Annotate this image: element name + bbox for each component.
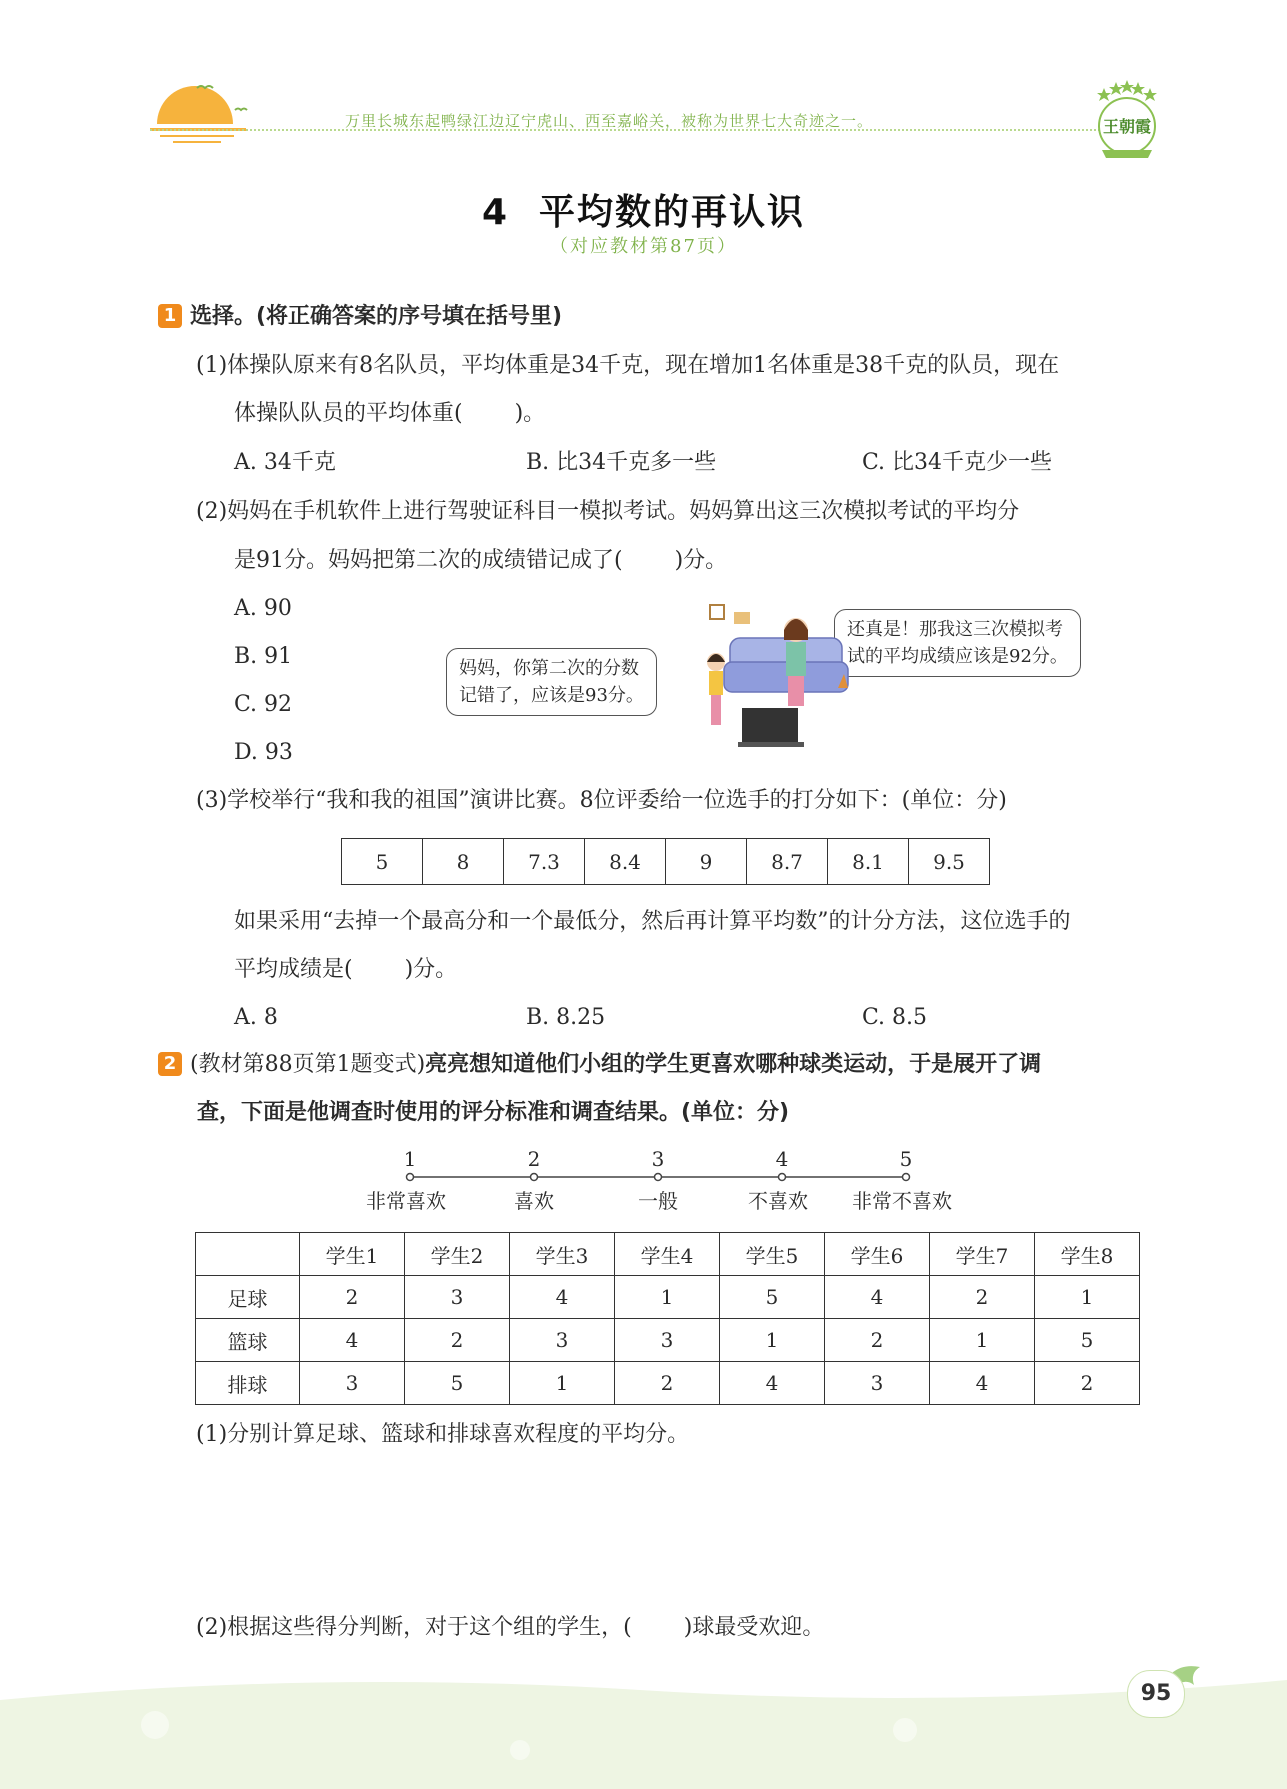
q1-heading-text: 选择。(将正确答案的序号填在括号里)	[190, 304, 563, 329]
q2-p2-end: )球最受欢迎。	[683, 1615, 825, 1640]
score-cell: 9.5	[909, 839, 990, 885]
table-cell: 1	[1035, 1276, 1140, 1319]
score-cell: 8	[423, 839, 504, 885]
q1-p2-line2-start: 是91分。妈妈把第二次的成绩错记成了(	[234, 548, 623, 573]
scale-point-icon	[531, 1174, 538, 1181]
header-divider	[150, 129, 1100, 131]
score-cell: 7.3	[504, 839, 585, 885]
bubble-mother-line2: 试的平均成绩应该是92分。	[847, 646, 1068, 667]
column-header: 学生6	[825, 1233, 930, 1276]
table-cell: 4	[720, 1362, 825, 1405]
q1-p1-line2-start: 体操队队员的平均体重(	[234, 401, 463, 426]
scale-number: 4	[775, 1147, 789, 1171]
score-cell: 8.7	[747, 839, 828, 885]
survey-results-table	[195, 1232, 1140, 1405]
q2-heading-line1	[158, 1050, 1041, 1080]
table-row	[196, 1319, 1140, 1362]
scale-label: 非常不喜欢	[852, 1189, 952, 1213]
q1-p2-line2	[234, 546, 727, 576]
row-label: 排球	[196, 1362, 300, 1405]
speech-bubble-mother	[834, 609, 1081, 677]
sun-logo-icon	[145, 80, 255, 150]
table-cell: 5	[720, 1276, 825, 1319]
table-cell: 2	[930, 1276, 1035, 1319]
scale-label: 不喜欢	[748, 1189, 808, 1213]
table-cell: 3	[825, 1362, 930, 1405]
score-cell: 9	[666, 839, 747, 885]
header-motto: 万里长城东起鸭绿江边辽宁虎山、西至嘉峪关，被称为世界七大奇迹之一。	[345, 112, 874, 130]
q1-p3-line3-end: )分。	[404, 957, 458, 982]
corner-cell	[196, 1233, 300, 1276]
table-cell: 1	[510, 1362, 615, 1405]
bubble-mother-line1: 还真是！那我这三次模拟考	[847, 619, 1063, 640]
q1-p1-option-c: C. 比34千克少一些	[862, 450, 1053, 475]
q1-p3-line1: (3)学校举行“我和我的祖国”演讲比赛。8位评委给一位选手的打分如下：(单位：分)	[196, 788, 1007, 813]
speech-bubble-daughter	[446, 648, 657, 716]
scale-number: 2	[527, 1147, 541, 1171]
q1-p2-option-a: A. 90	[234, 596, 292, 621]
q1-p2-option-d: D. 93	[234, 740, 293, 765]
q1-p1-option-b: B. 比34千克多一些	[526, 450, 717, 475]
column-header: 学生1	[300, 1233, 405, 1276]
table-cell: 4	[930, 1362, 1035, 1405]
scale-label: 喜欢	[514, 1189, 554, 1213]
q1-p3-option-c: C. 8.5	[862, 1005, 928, 1030]
score-cell: 8.4	[585, 839, 666, 885]
column-header: 学生4	[615, 1233, 720, 1276]
table-cell: 2	[300, 1276, 405, 1319]
q1-p3-line3-start: 平均成绩是(	[234, 957, 353, 982]
lesson-number: 4	[481, 192, 510, 233]
column-header: 学生7	[930, 1233, 1035, 1276]
table-cell: 3	[510, 1319, 615, 1362]
bubble-daughter-line1: 妈妈，你第二次的分数	[459, 658, 639, 679]
family-illustration	[690, 600, 850, 752]
q2-line1-text: 亮亮想知道他们小组的学生更喜欢哪种球类运动，于是展开了调	[425, 1052, 1042, 1077]
q1-p3-line2: 如果采用“去掉一个最高分和一个最低分，然后再计算平均数”的计分方法，这位选手的	[234, 909, 1071, 934]
q1-p1-line1: (1)体操队原来有8名队员，平均体重是34千克，现在增加1名体重是38千克的队员，现在	[196, 353, 1060, 378]
scale-point-icon	[407, 1174, 414, 1181]
column-header: 学生5	[720, 1233, 825, 1276]
brand-badge	[1092, 78, 1162, 162]
table-row	[196, 1276, 1140, 1319]
q1-p1-option-a: A. 34千克	[234, 450, 336, 475]
table-cell: 2	[615, 1362, 720, 1405]
scale-point-icon	[655, 1174, 662, 1181]
scale-point-icon	[779, 1174, 786, 1181]
table-cell: 2	[405, 1319, 510, 1362]
q1-number-badge: 1	[158, 304, 182, 328]
table-row	[196, 1362, 1140, 1405]
table-cell: 3	[300, 1362, 405, 1405]
q1-heading	[158, 302, 562, 332]
table-cell: 5	[1035, 1319, 1140, 1362]
q2-p1-answer-area[interactable]	[196, 1460, 1156, 1600]
scale-point-icon	[903, 1174, 910, 1181]
column-header: 学生2	[405, 1233, 510, 1276]
judge-score-row	[342, 839, 990, 885]
bubble-daughter-line2: 记错了，应该是93分。	[459, 685, 644, 706]
q2-p1: (1)分别计算足球、篮球和排球喜欢程度的平均分。	[196, 1422, 690, 1447]
q1-p3-line3	[234, 955, 457, 985]
table-cell: 1	[720, 1319, 825, 1362]
q1-p1-line2	[234, 399, 545, 429]
q2-number-badge: 2	[158, 1052, 182, 1076]
scale-number: 3	[651, 1147, 665, 1171]
q1-p3-option-a: A. 8	[234, 1005, 278, 1030]
score-cell: 5	[342, 839, 423, 885]
footer-wave-decoration	[0, 1660, 1287, 1789]
page-number: 95	[1127, 1670, 1185, 1718]
table-cell: 4	[510, 1276, 615, 1319]
scale-label: 一般	[638, 1189, 678, 1213]
q1-p3-option-b: B. 8.25	[526, 1005, 606, 1030]
scale-number: 1	[403, 1147, 417, 1171]
table-cell: 4	[300, 1319, 405, 1362]
column-header: 学生8	[1035, 1233, 1140, 1276]
rating-scale-line	[400, 1170, 920, 1184]
score-cell: 8.1	[828, 839, 909, 885]
column-header: 学生3	[510, 1233, 615, 1276]
table-cell: 2	[1035, 1362, 1140, 1405]
q1-p2-line2-end: )分。	[674, 548, 728, 573]
page-subtitle: （对应教材第87页）	[550, 236, 737, 257]
q2-heading-line2: 查，下面是他调查时使用的评分标准和调查结果。(单位：分)	[197, 1100, 790, 1125]
q1-p2-line1: (2)妈妈在手机软件上进行驾驶证科目一模拟考试。妈妈算出这三次模拟考试的平均分	[196, 499, 1020, 524]
q2-source-prefix: (教材第88页第1题变式)	[190, 1052, 426, 1077]
scale-label: 非常喜欢	[366, 1189, 446, 1213]
judge-score-table	[341, 838, 990, 885]
table-cell: 3	[615, 1319, 720, 1362]
q2-p2	[196, 1613, 824, 1643]
badge-text: 王朝霞	[1102, 117, 1151, 136]
table-cell: 3	[405, 1276, 510, 1319]
table-cell: 5	[405, 1362, 510, 1405]
scale-number: 5	[899, 1147, 913, 1171]
q2-p2-start: (2)根据这些得分判断，对于这个组的学生，(	[196, 1615, 632, 1640]
page-title	[0, 184, 1287, 235]
table-cell: 2	[825, 1319, 930, 1362]
lesson-title: 平均数的再认识	[539, 192, 806, 233]
table-header-row	[196, 1233, 1140, 1276]
q1-p1-line2-end: )。	[514, 401, 546, 426]
q1-p2-option-c: C. 92	[234, 692, 293, 717]
row-label: 足球	[196, 1276, 300, 1319]
q1-p2-option-b: B. 91	[234, 644, 293, 669]
row-label: 篮球	[196, 1319, 300, 1362]
table-cell: 1	[930, 1319, 1035, 1362]
table-cell: 1	[615, 1276, 720, 1319]
table-cell: 4	[825, 1276, 930, 1319]
